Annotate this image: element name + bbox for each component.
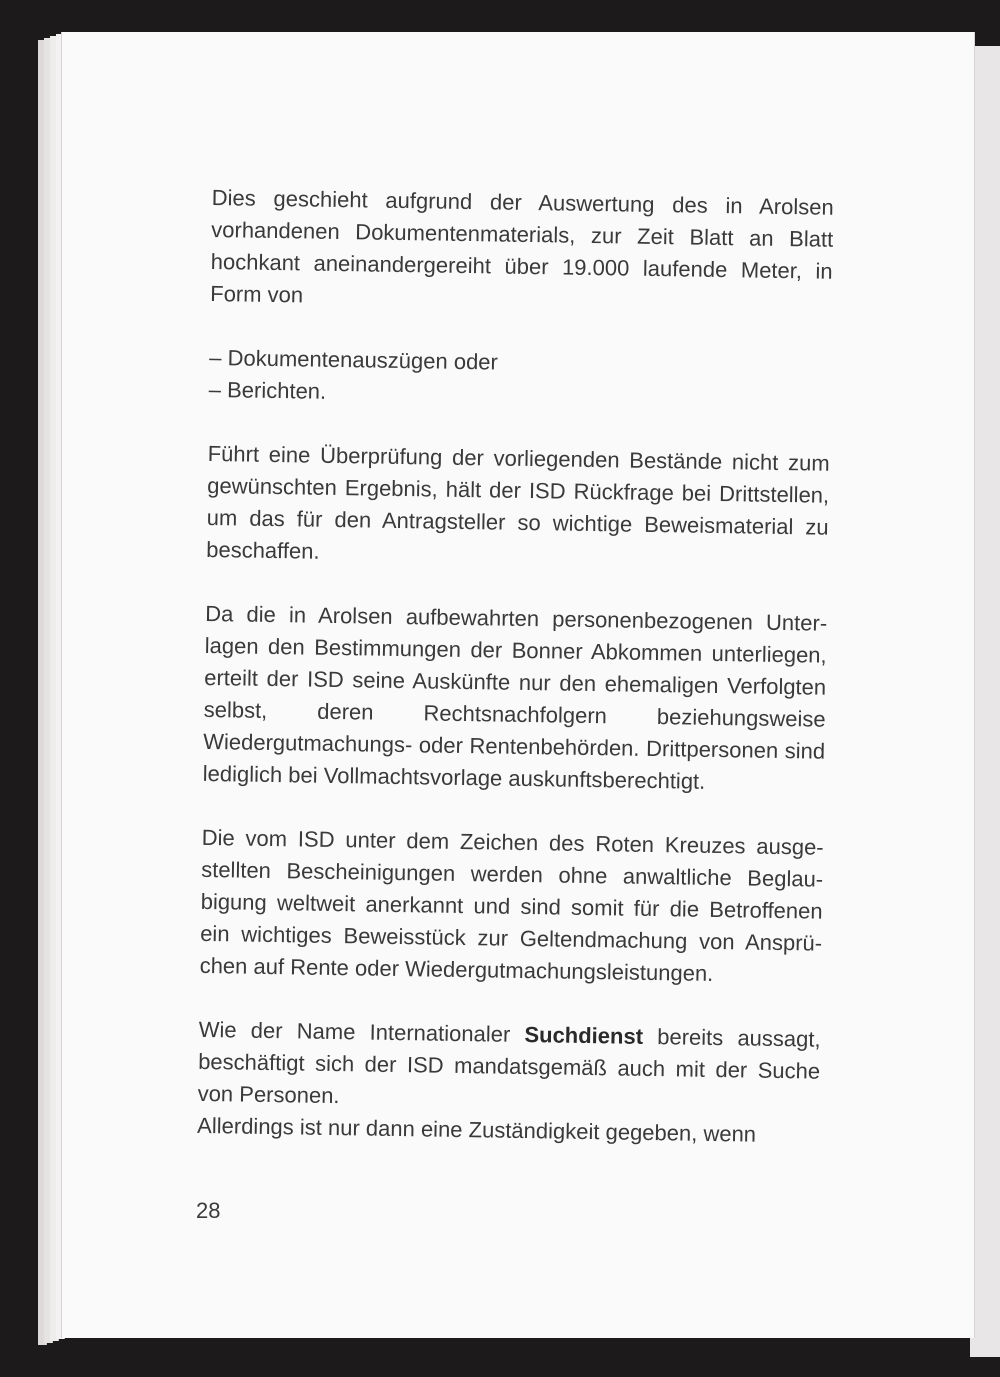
search-text-after: bereits aussagt, beschäftigt sich der ISD mandatsgemäß auch mit der Suche von Personen. [197,1023,821,1109]
paragraph-intro: Dies geschieht aufgrund der Auswertung des in Arolsen vorhandenen Dokumentenmaterials, zur Zeit Blatt an Blatt hochkant aneinandergereiht über 19.000 laufende Meter, in Form von [210,184,834,308]
paragraph-verification: Führt eine Überprüfung der vorliegenden Bestände nicht zum gewünschten Ergebnis, hält der ISD Rückfrage bei Drittstellen, um das für den Antragsteller so wichtige Beweismaterial zu beschaffen. [206,440,830,564]
search-service-emphasis: Suchdienst [524,1022,644,1049]
paragraph-search-service [197,1014,820,1120]
book-page [62,32,974,1338]
facing-page-edge [970,46,1000,1357]
form-list [208,342,831,416]
page-body [197,182,834,1152]
paragraph-final-line: Allerdings ist nur dann eine Zuständigkeit gegeben, wenn [196,1112,757,1147]
page-number: 28 [196,1198,221,1223]
list-item: – Dokumentenauszügen oder [209,342,831,384]
paragraph-disclosure: Da die in Arolsen aufbewahrten personenbezogenen Unterlagen den Bestimmungen der Bonner Abkommen unterliegen, erteilt der ISD seine Auskünfte nur den ehemaligen Verfolgten selbst, deren Rechtsnachfolgern beziehungsweise Wiedergutmachungs- oder Rentenbehörden. Drittpersonen sind lediglich bei Vollmachtsvorlage auskunftsberechtigt. [202,600,828,794]
list-item: – Berichten. [208,374,830,416]
paragraph-certificates: Die vom ISD unter dem Zeichen des Roten Kreuzes ausgestellten Bescheinigungen werden ohne anwaltliche Beglaubigung weltweit anerkannt und sind somit für die Betroffenen ein wichtiges Beweisstück zur Geltendmachung von Ansprüchen auf Rente oder Wiedergutmachungsleistungen. [199,824,824,986]
search-text-before: Wie der Name Internationaler [198,1016,525,1048]
